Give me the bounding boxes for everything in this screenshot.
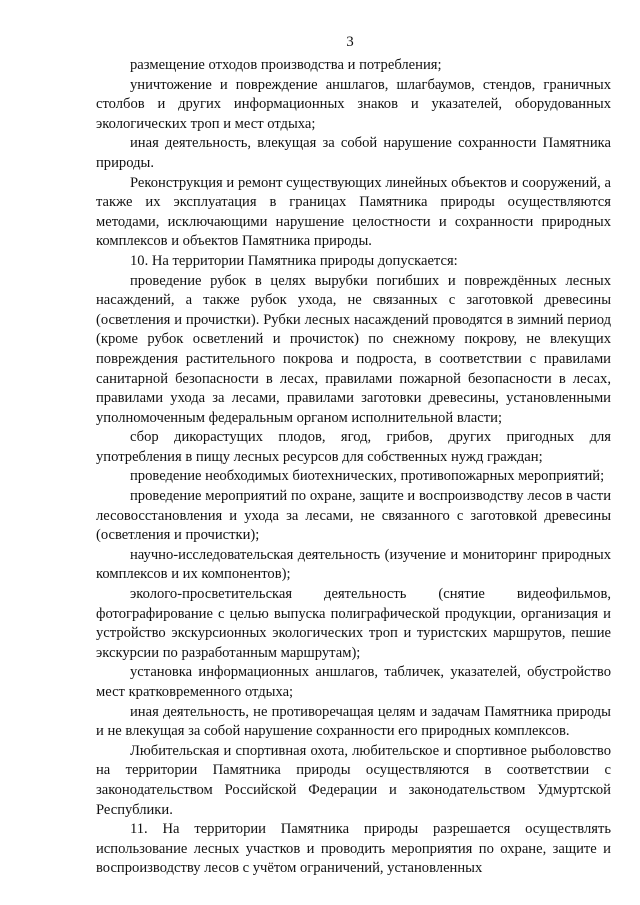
paragraph: сбор дикорастущих плодов, ягод, грибов, других пригодных для употребления в пищу лесных ресурсов для собственных нужд граждан; — [96, 429, 611, 465]
section-heading-paragraph: 10. На территории Памятника природы допускается: — [130, 252, 458, 269]
paragraph: иная деятельность, влекущая за собой нарушение сохранности Памятника природы. — [96, 135, 611, 171]
document-body — [96, 56, 611, 879]
section-paragraph: 11. На территории Памятника природы разрешается осуществлять использование лесных участков и проводить мероприятия по охране, защите и воспроизводству лесов с учётом ограничений, установленных — [96, 821, 611, 877]
paragraph: размещение отходов производства и потребления; — [130, 57, 442, 73]
paragraph: уничтожение и повреждение аншлагов, шлагбаумов, стендов, граничных столбов и других информационных знаков и указателей, оборудованных экологических троп и мест отдыха; — [96, 76, 611, 132]
paragraph: проведение мероприятий по охране, защите и воспроизводству лесов в части лесовосстановления и ухода за лесами, не связанного с заготовкой древесины (осветления и прочистки); — [96, 488, 611, 544]
paragraph: установка информационных аншлагов, табличек, указателей, обустройство мест кратковременного отдыха; — [96, 664, 611, 700]
paragraph: проведение необходимых биотехнических, противопожарных мероприятий; — [130, 468, 605, 485]
paragraph: иная деятельность, не противоречащая целям и задачам Памятника природы и не влекущая за собой нарушение сохранности его природных комплексов. — [96, 703, 611, 740]
paragraph: эколого-просветительская деятельность (снятие видеофильмов, фотографирование с целью выпуска полиграфической продукции, организация и устройство экскурсионных экологических троп и туристских маршрутов, пешие экскурсии по разработанным маршрутам); — [96, 586, 611, 661]
page-number: 3 — [346, 34, 354, 50]
paragraph: Реконструкция и ремонт существующих линейных объектов и сооружений, а также их эксплуатация в границах Памятника природы осуществляются методами, исключающими нарушение целостности и сохранности природных комплексов и объектов Памятника природы. — [96, 174, 611, 250]
paragraph: Любительская и спортивная охота, любительское и спортивное рыболовство на территории Памятника природы осуществляются в соответствии с законодательством Российской Федерации и законодательством Удмуртской Республики. — [96, 742, 611, 818]
paragraph: научно-исследовательская деятельность (изучение и мониторинг природных комплексов и их компонентов); — [96, 546, 611, 583]
paragraph: проведение рубок в целях вырубки погибших и повреждённых лесных насаждений, а также рубок ухода, не связанных с заготовкой древесины (осветления и прочистки). Рубки лесных насаждений проводятся в зимний период (кроме рубок осветлений и прочисток) по снежному покрову, не влекущих повреждения растительного покрова и подроста, в соответствии с правилами санитарной безопасности в лесах, правилами пожарной безопасности в лесах, правилами ухода за лесами, правилами заготовки древесины, установленными уполномоченным федеральным органом исполнительной власти; — [96, 272, 611, 426]
